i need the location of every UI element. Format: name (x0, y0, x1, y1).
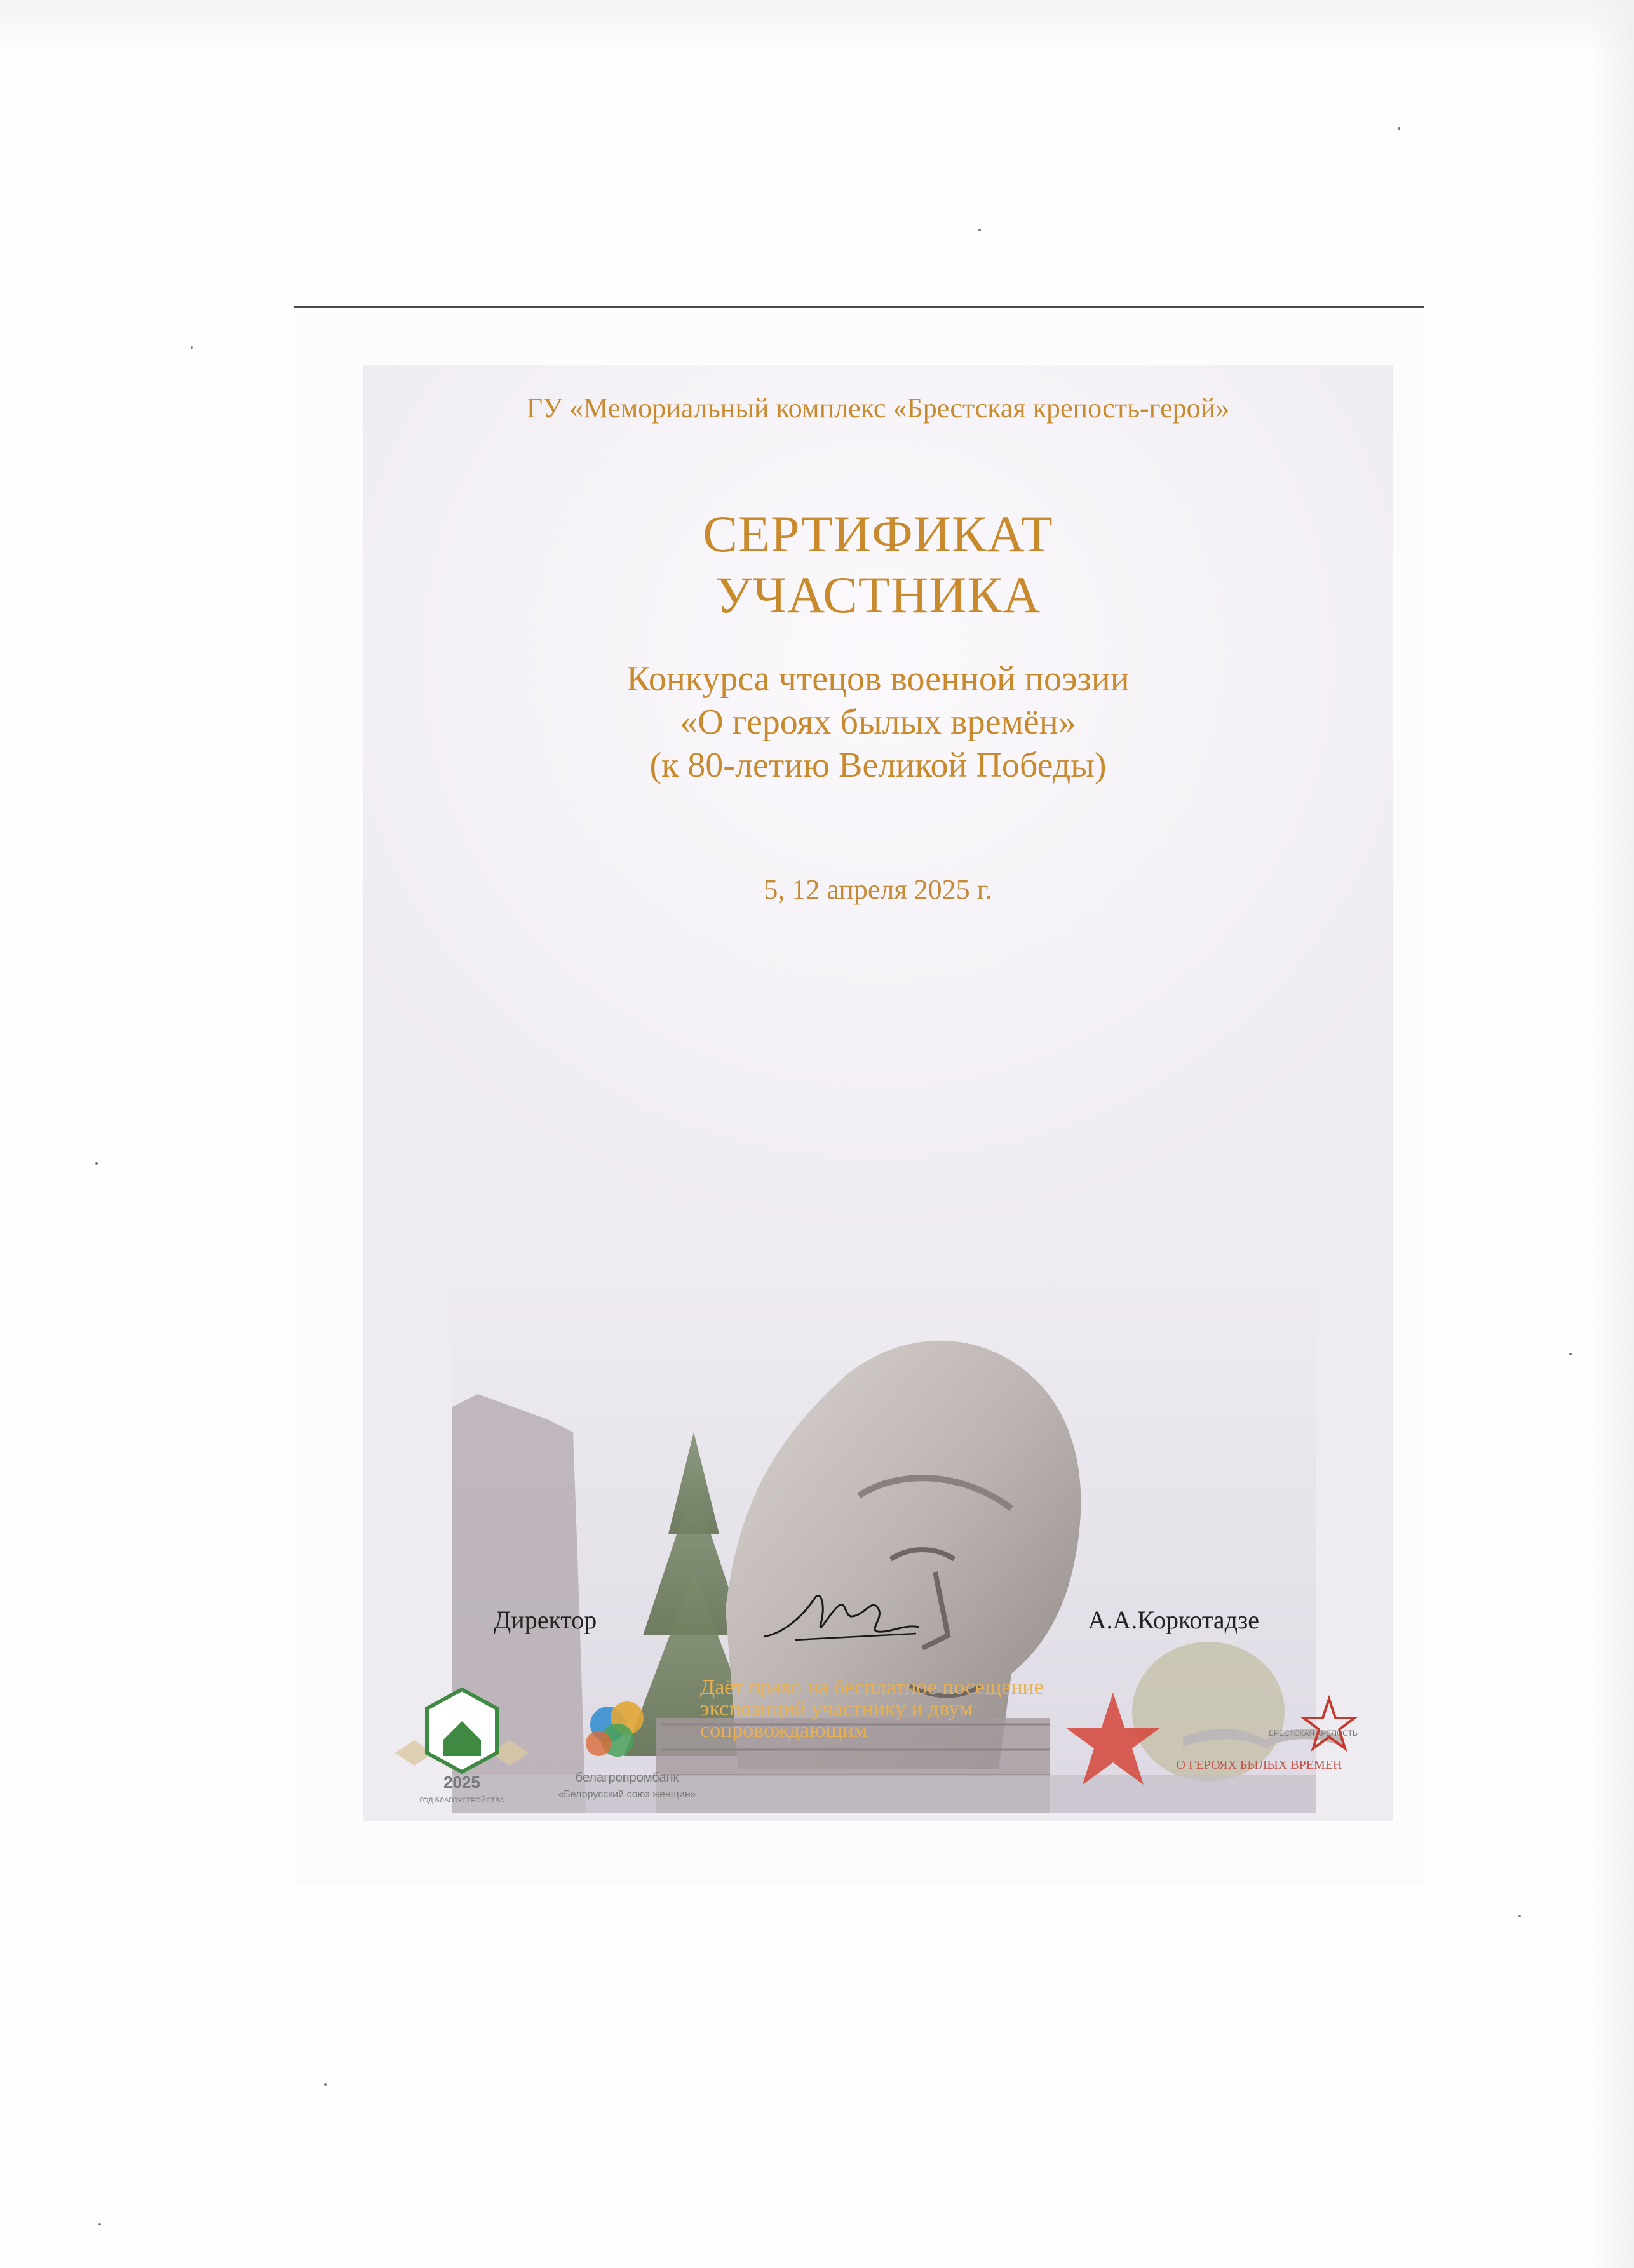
scan-edge (1590, 0, 1634, 2268)
bank-caption: «Белорусский союз женщин» (558, 1789, 696, 1800)
visit-note-line-3: сопровождающим (700, 1719, 868, 1742)
dust-speck (98, 2223, 101, 2225)
dust-speck (1518, 1915, 1521, 1917)
bank-name: белагропромбанк (575, 1771, 679, 1785)
signature-mark-icon (757, 1580, 922, 1649)
visit-note-line-2: экспозиций участнику и двум (700, 1697, 973, 1721)
year-2025-emblem-icon (389, 1683, 535, 1810)
scan-shadow (0, 0, 1634, 57)
title-line-1: СЕРТИФИКАТ (703, 505, 1053, 563)
bank-flower-logo-icon (538, 1686, 716, 1813)
dust-speck (1398, 127, 1400, 130)
title-line-2: УЧАСТНИКА (715, 566, 1041, 624)
signature-block (363, 1605, 1393, 1656)
director-label: Директор (494, 1606, 597, 1634)
contest-description (363, 657, 1393, 787)
year-number: 2025 (443, 1773, 480, 1792)
certificate (363, 365, 1393, 1821)
dust-speck (1569, 1353, 1572, 1355)
contest-logo-icon (1062, 1674, 1367, 1813)
contest-line-2: «О героях былых времён» (680, 702, 1076, 742)
dust-speck (95, 1162, 98, 1165)
dust-speck (324, 2083, 327, 2086)
director-name: А.А.Коркотадзе (1088, 1606, 1259, 1634)
contest-line-1: Конкурса чтецов военной поэзии (626, 659, 1130, 699)
contest-dates: 5, 12 апреля 2025 г. (764, 874, 992, 905)
contest-line-3: (к 80-летию Великой Победы) (649, 746, 1107, 785)
visit-note-line-1: Даёт право на бесплатное посещение (700, 1675, 1044, 1699)
certificate-title (363, 504, 1393, 626)
dust-speck (191, 346, 193, 349)
year-caption: ГОД БЛАГОУСТРОЙСТВА (419, 1797, 504, 1804)
dust-speck (978, 229, 981, 231)
institution-name: ГУ «Мемориальный комплекс «Брестская крепость-герой» (526, 393, 1230, 424)
contest-logo-text: О ГЕРОЯХ БЫЛЫХ ВРЕМЕН (1176, 1758, 1342, 1772)
fortress-label: БРЕСТСКАЯ КРЕПОСТЬ (1269, 1729, 1358, 1738)
